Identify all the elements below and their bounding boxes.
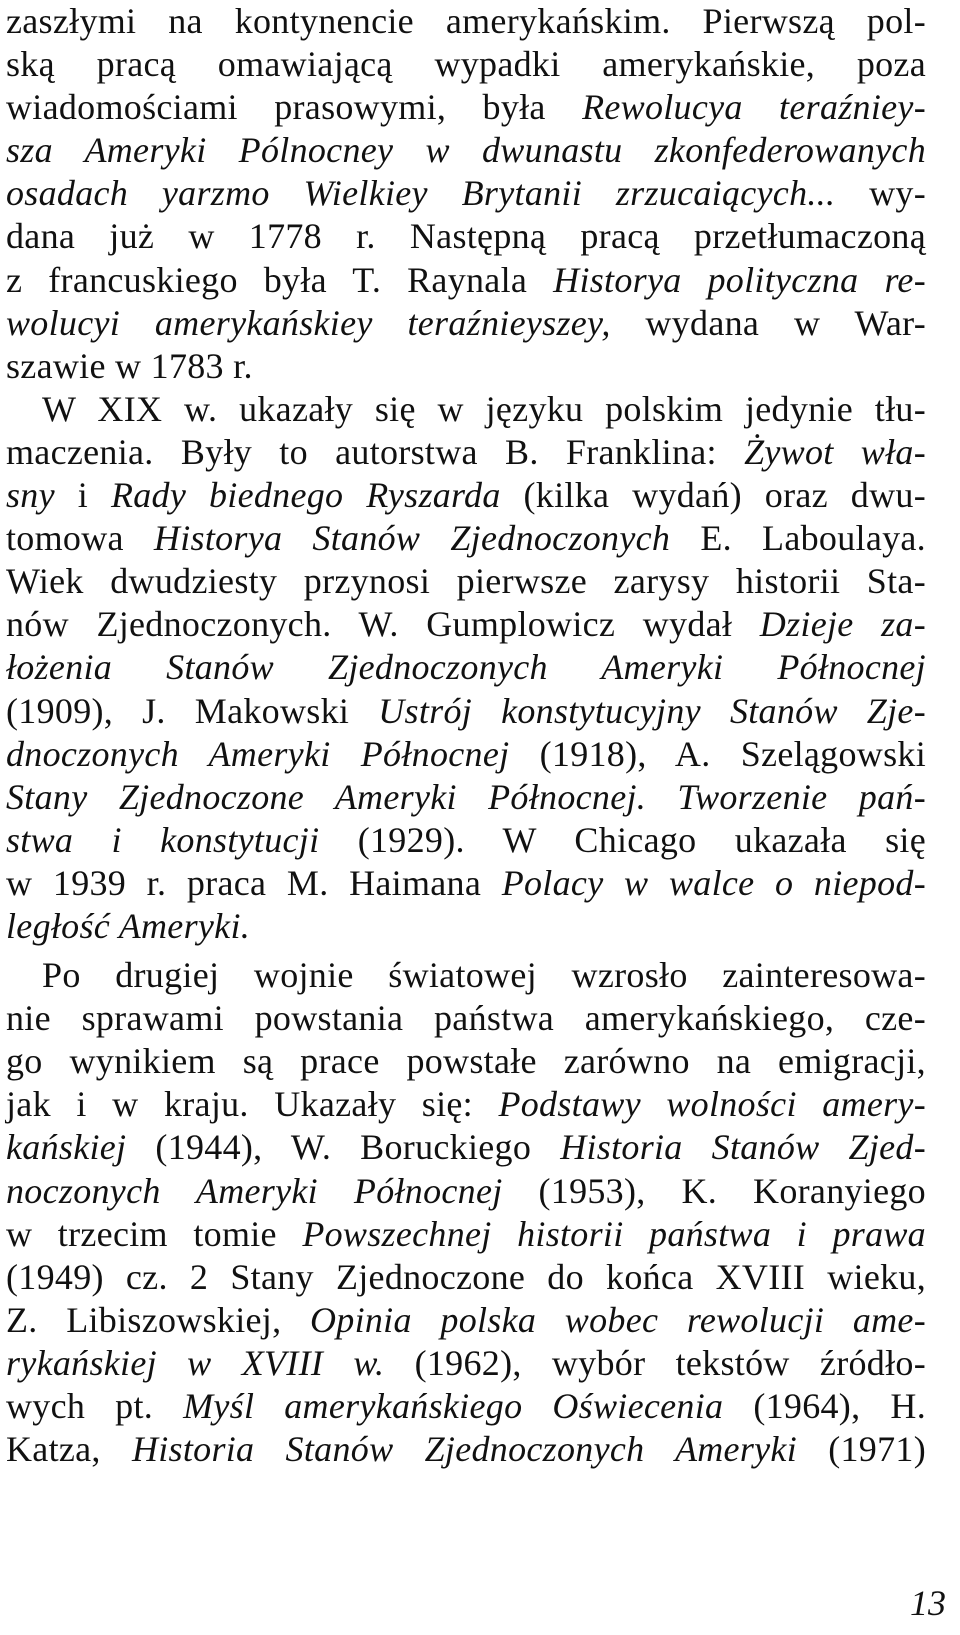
text-line: go wynikiem są prace powstałe zarówno na emigracji, <box>6 1041 926 1082</box>
text-line: W XIX w. ukazały się w języku polskim jedynie tłu- <box>42 388 926 429</box>
text-line: Z. Libiszowskiej, Opinia polska wobec rewolucji ame- <box>6 1299 926 1340</box>
text-line: Wiek dwudziesty przynosi pierwsze zarysy historii Sta- <box>6 561 926 602</box>
paragraph-nineteenth-century <box>6 388 926 948</box>
text-line: jak i w kraju. Ukazały się: Podstawy wolności amery- <box>6 1084 926 1125</box>
page-number: 13 <box>910 1583 946 1623</box>
text-line: nów Zjednoczonych. W. Gumplowicz wydał Dzieje za- <box>6 604 926 645</box>
text-line: z francuskiego była T. Raynala Historya polityczna re- <box>6 259 926 300</box>
paragraph-post-war <box>6 954 926 1471</box>
text-line: noczonych Ameryki Północnej (1953), K. Koranyiego <box>6 1170 926 1211</box>
text-line: maczenia. Były to autorstwa B. Franklina: Żywot wła- <box>6 431 927 472</box>
paragraph-early-works <box>6 0 926 388</box>
text-line: w trzecim tomie Powszechnej historii państwa i prawa <box>6 1213 926 1254</box>
text-line: (1909), J. Makowski Ustrój konstytucyjny Stanów Zje- <box>6 690 926 731</box>
text-line: nie sprawami powstania państwa amerykańskiego, cze- <box>6 998 926 1039</box>
text-line: dnoczonych Ameryki Północnej (1918), A. Szelągowski <box>6 733 926 774</box>
text-line: ległość Ameryki. <box>6 905 251 946</box>
text-line: łożenia Stanów Zjednoczonych Ameryki Północnej <box>6 647 926 688</box>
text-line: w 1939 r. praca M. Haimana Polacy w walce o niepod- <box>6 862 926 903</box>
text-line: sny i Rady biednego Ryszarda (kilka wydań) oraz dwu- <box>6 475 926 516</box>
text-line: osadach yarzmo Wielkiey Brytanii zrzucaiących... wy- <box>6 173 926 214</box>
text-line: sza Ameryki Pólnocney w dwunastu zkonfederowanych <box>6 130 926 171</box>
text-line: dana już w 1778 r. Następną pracą przetłumaczoną <box>6 216 926 257</box>
text-line: Po drugiej wojnie światowej wzrosło zainteresowa- <box>42 955 926 996</box>
page-body <box>6 0 926 1471</box>
text-line: kańskiej (1944), W. Boruckiego Historia Stanów Zjed- <box>6 1127 926 1168</box>
text-line: wych pt. Myśl amerykańskiego Oświecenia (1964), H. <box>6 1386 926 1426</box>
text-line: wolucyi amerykańskiey teraźnieyszey, wydana w War- <box>6 302 926 343</box>
text-line: (1949) cz. 2 Stany Zjednoczone do końca XVIII wieku, <box>6 1256 926 1297</box>
text-line: szawie w 1783 r. <box>6 345 253 386</box>
text-line: wiadomościami prasowymi, była Rewolucya teraźniey- <box>6 87 926 128</box>
text-line: ską pracą omawiającą wypadki amerykańskie, poza <box>6 44 926 85</box>
text-line: Stany Zjednoczone Ameryki Północnej. Tworzenie pań- <box>6 776 926 817</box>
text-line: stwa i konstytucji (1929). W Chicago ukazała się <box>6 819 926 860</box>
text-line: tomowa Historya Stanów Zjednoczonych E. Laboulaya. <box>6 518 926 559</box>
text-line: zaszłymi na kontynencie amerykańskim. Pierwszą pol- <box>6 1 926 41</box>
text-line: rykańskiej w XVIII w. (1962), wybór tekstów źródło- <box>6 1342 926 1383</box>
text-line: Katza, Historia Stanów Zjednoczonych Ameryki (1971) <box>6 1429 926 1470</box>
